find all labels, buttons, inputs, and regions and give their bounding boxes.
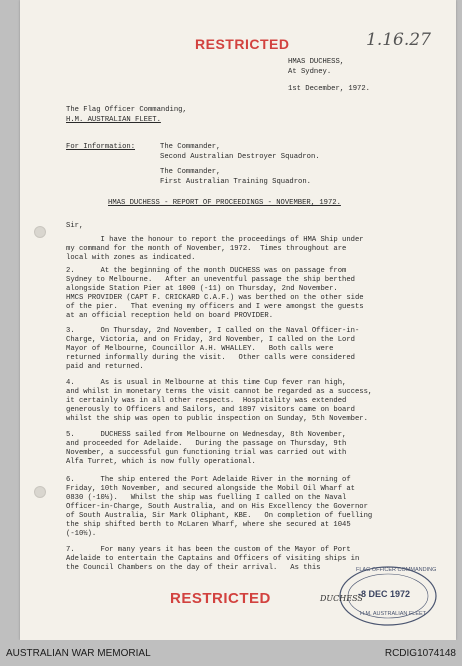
for-information-label: For Information: [66, 143, 136, 151]
paragraph-4: 4. As is usual in Melbourne at this time Cup fever ran high, and whilst in monetary terms the visit cannot be regarded as a success, it certainly was in all other respects. Hospitality was extended generously to Officers and Sailors, and 1897 visitors came on board whilst the ship was open to public inspection on Sunday, 5th November. [66, 379, 373, 423]
footer-institution: AUSTRALIAN WAR MEMORIAL [6, 648, 151, 659]
ship-name: HMAS DUCHESS, [288, 58, 345, 66]
paragraph-5: 5. DUCHESS sailed from Melbourne on Wednesday, 8th November, and proceeded for Adelaide. During the passage on Thursday, 9th November, a successful gun functioning trial was carried out with Alfa Turret, which is now fully operational. [66, 431, 347, 466]
recipient1-line1: The Commander, [160, 143, 221, 151]
paragraph-1: I have the honour to report the proceedings of HMA Ship under my command for the month of November, 1972. Times throughout are local with zones as indicated. [66, 236, 364, 262]
stamp-date: -8 DEC 1972 [358, 589, 411, 599]
document-page [20, 0, 456, 640]
restricted-stamp-top: RESTRICTED [195, 36, 290, 52]
paragraph-6: 6. The ship entered the Port Adelaide River in the morning of Friday, 10th November, and secured alongside the Mobil Oil Wharf at 0830 (-10½). Whilst the ship was fuelling I called on the Naval Officer-in-Charge, South Australia, and on His Excellency the Governor of South Australia, Sir Mark Oliphant, KBE. On completion of fuelling the ship shifted berth to McLaren Wharf, where she secured at 1045 (-10½). [66, 476, 373, 538]
paragraph-2: 2. At the beginning of the month DUCHESS was on passage from Sydney to Melbourne. After an uneventful passage the ship berthed alongside Station Pier at 1000 (-11) on Thursday, 2nd November. HMCS PROVIDER (CAPT F. CRICKARD C.A.F.) was berthed on the other side of the pier. That evening my officers and I were amongst the guests at an official reception held on board PROVIDER. [66, 267, 364, 320]
paragraph-7: 7. For many years it has been the custom of the Mayor of Port Adelaide to entertain the Captains and Officers of visiting ships in the Council Chambers on the day of their arrival. As this [66, 546, 360, 572]
handwritten-reference: 1.16.27 [366, 30, 431, 50]
footer-record-id: RCDIG1074148 [384, 648, 456, 659]
stamp-line1: FLAG OFFICER COMMANDING [356, 567, 437, 573]
subject-line: HMAS DUCHESS - REPORT OF PROCEEDINGS - NOVEMBER, 1972. [108, 199, 341, 207]
addressee-line1: The Flag Officer Commanding, [66, 106, 187, 114]
punch-hole [34, 486, 46, 498]
recipient2-line2: First Australian Training Squadron. [160, 178, 311, 186]
salutation: Sir, [66, 222, 84, 230]
punch-hole [34, 226, 46, 238]
addressee-line2: H.M. AUSTRALIAN FLEET. [66, 116, 161, 124]
recipient1-line2: Second Australian Destroyer Squadron. [160, 153, 320, 161]
paragraph-3: 3. On Thursday, 2nd November, I called on the Naval Officer-in- Charge, Victoria, and on Friday, 3rd November, I called on the Lord Mayor of Melbourne, Councillor A.H. WHALLEY. Both calls were returned informally during the visit. Other calls were considered paid and returned. [66, 327, 360, 371]
stamp-line3: H.M. AUSTRALIAN FLEET [360, 611, 427, 617]
archive-footer [0, 640, 462, 666]
location: At Sydney. [288, 68, 332, 76]
restricted-stamp-bottom: RESTRICTED [170, 590, 271, 607]
document-date: 1st December, 1972. [288, 85, 370, 93]
recipient2-line1: The Commander, [160, 168, 221, 176]
stamp-handwriting: DUCHESS [320, 594, 363, 603]
